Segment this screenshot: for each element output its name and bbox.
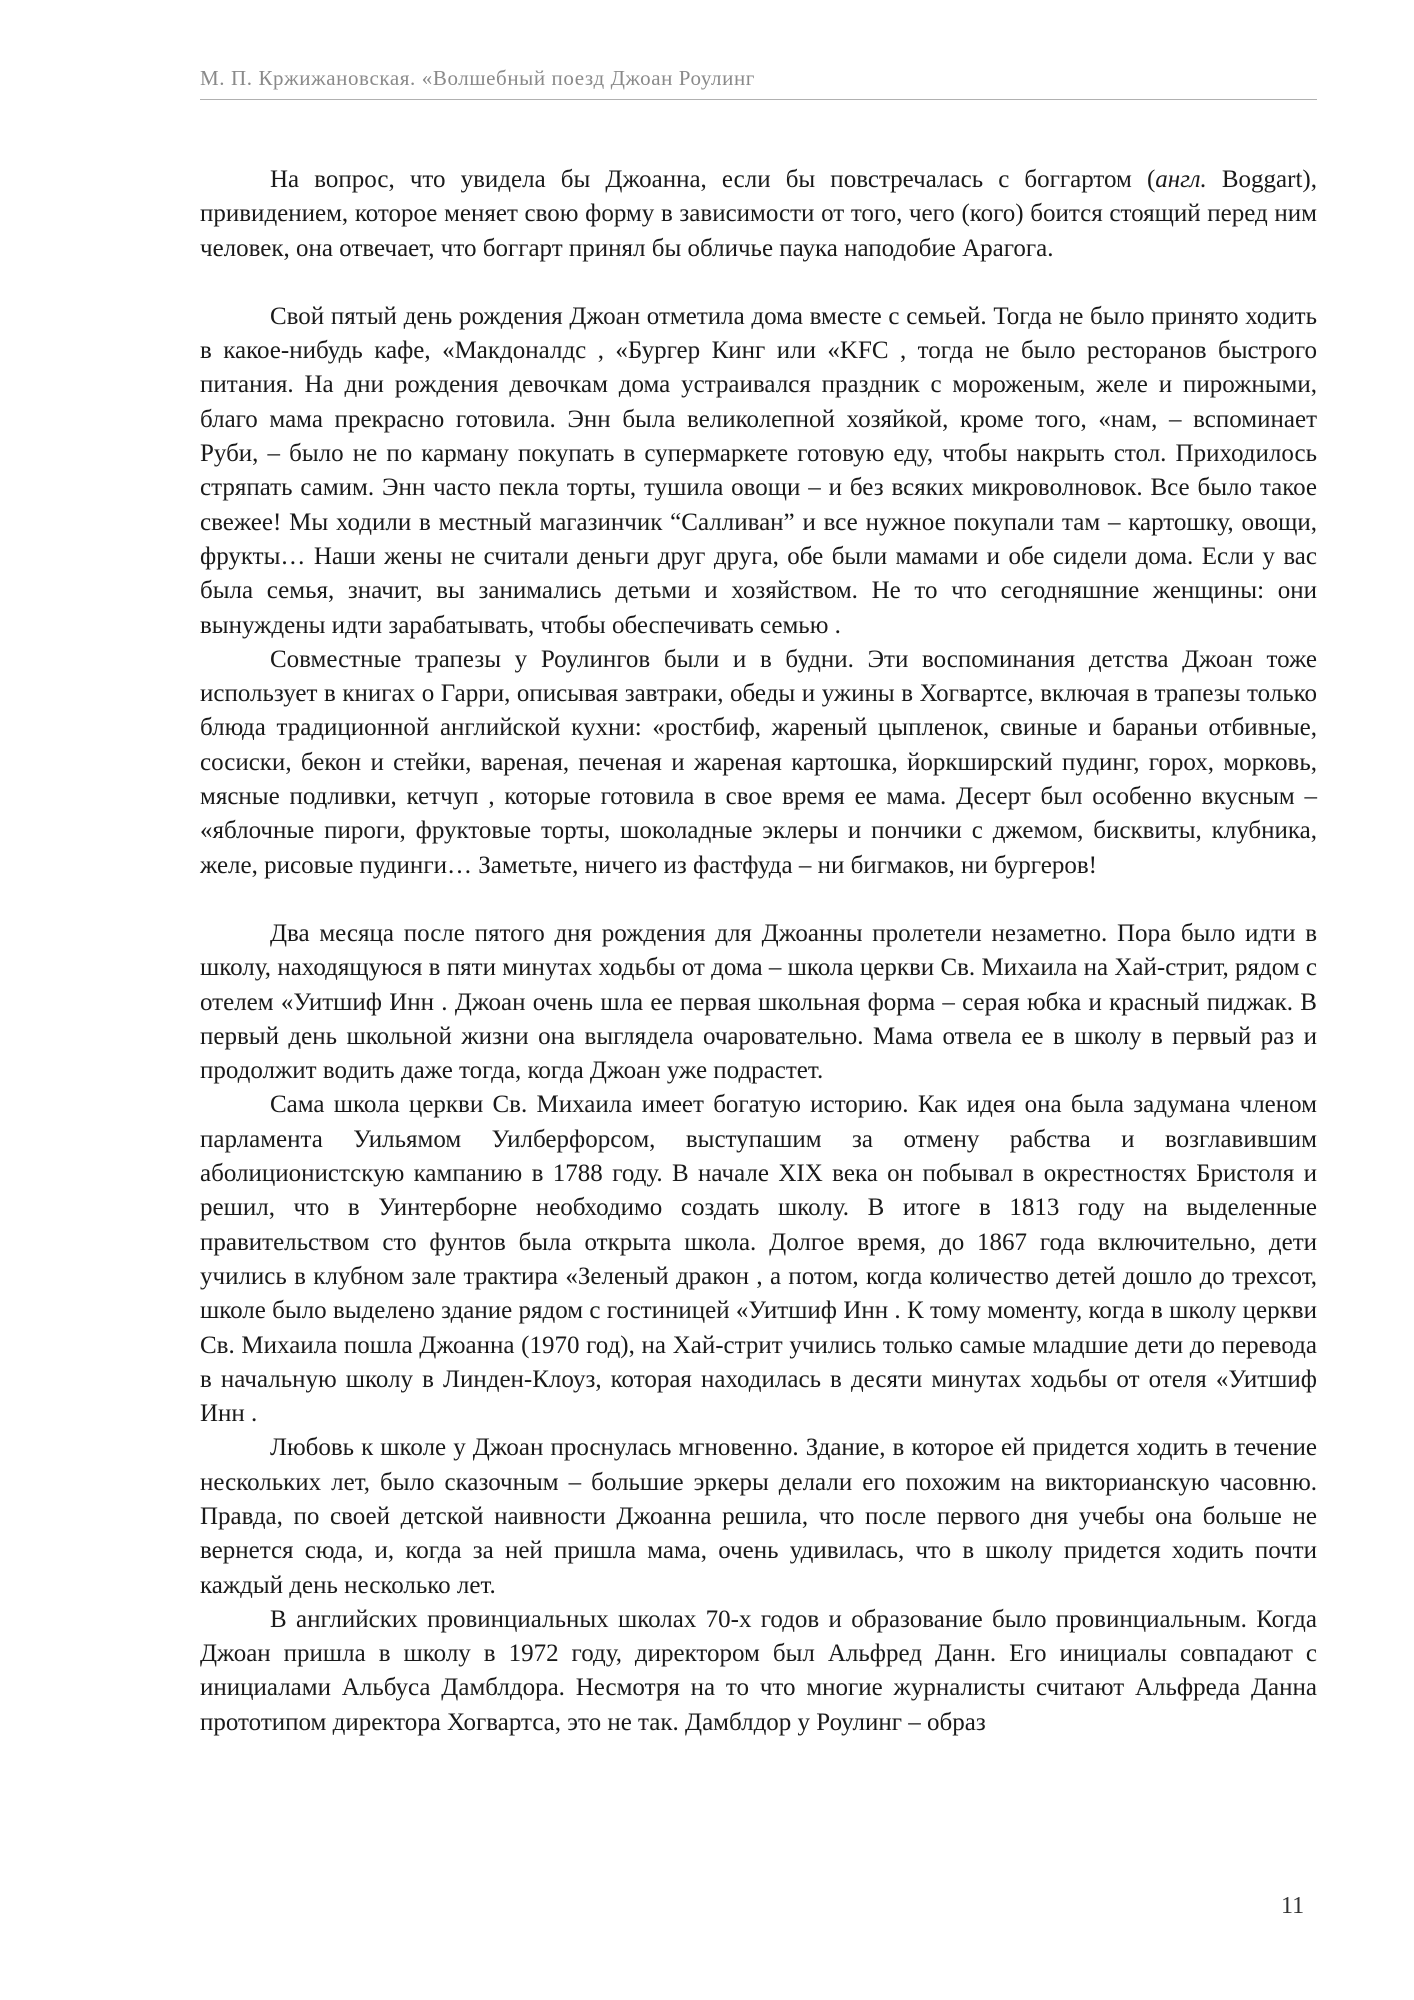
paragraph-text: На вопрос, что увидела бы Джоанна, если бы повстречалась с боггартом ( xyxy=(270,166,1156,193)
page-number: 11 xyxy=(1281,1893,1305,1919)
paragraph-provincial-schools: В английских провинциальных школах 70-х годов и образование было провинциальным. Когда Джоан пришла в школу в 1972 году, директором был Альфред Данн. Его инициалы совпадают с инициалами Альбуса Дамблдора. Несмотря на то что многие журналисты считают Альфреда Данна прототипом директора Хогвартса, это не так. Дамблдор у Роулинг – образ xyxy=(200,1605,1317,1736)
paragraph-meals: Совместные трапезы у Роулингов были и в будни. Эти воспоминания детства Джоан тоже использует в книгах о Гарри, описывая завтраки, обеды и ужины в Хогвартсе, включая в трапезы только блюда традиционной английской кухни: «ростбиф, жареный цыпленок, свиные и бараньи отбивные, сосиски, бекон и стейки, вареная, печеная и жареная картошка, йоркширский пудинг, горох, морковь, мясные подливки, кетчуп , которые готовила в свое время ее мама. Десерт был особенно вкусным – «яблочные пироги, фруктовые торты, шоколадные эклеры и пончики с джемом, бисквиты, клубника, желе, рисовые пудинги… Заметьте, ничего из фастфуда – ни бигмаков, ни бургеров! xyxy=(200,645,1317,879)
paragraph-school-history: Сама школа церкви Св. Михаила имеет богатую историю. Как идея она была задумана членом парламента Уильямом Уилберфорсом, выступашим за отмену рабства и возглавившим аболиционистскую кампанию в 1788 году. В начале XIX века он побывал в окрестностях Бристоля и решил, что в Уинтерборне необходимо создать школу. В итоге в 1813 году на выделенные правительством сто фунтов была открыта школа. Долгое время, до 1867 года включительно, дети учились в клубном зале трактира «Зеленый дракон , а потом, когда количество детей дошло до трехсот, школе было выделено здание рядом с гостиницей «Уитшиф Инн . К тому моменту, когда в школу церкви Св. Михаила пошла Джоанна (1970 год), на Хай-стрит учились только самые младшие дети до перевода в начальную школу в Линден-Клоуз, которая находилась в десяти минутах ходьбы от отеля «Уитшиф Инн . xyxy=(200,1091,1317,1428)
body-text xyxy=(200,163,1317,1740)
paragraph-birthday: Свой пятый день рождения Джоан отметила дома вместе с семьей. Тогда не было принято ходить в какое-нибудь кафе, «Макдоналдс , «Бургер Кинг или «KFC , тогда не было ресторанов быстрого питания. На дни рождения девочкам дома устраивался праздник с мороженым, желе и пирожными, благо мама прекрасно готовила. Энн была великолепной хозяйкой, кроме того, «нам, – вспоминает Руби, – было не по карману покупать в супермаркете готовую еду, чтобы накрыть стол. Приходилось стряпать самим. Энн часто пекла торты, тушила овощи – и без всяких микроволновок. Все было такое свежее! Мы ходили в местный магазинчик “Салливан” и все нужное покупали там – картошку, овощи, фрукты… Наши жены не считали деньги друг друга, обе были мамами и обе сидели дома. Если у вас была семья, значит, вы занимались детьми и хозяйством. Не то что сегодняшние женщины: они вынуждены идти зарабатывать, чтобы обеспечивать семью . xyxy=(200,302,1317,639)
header-rule xyxy=(200,99,1317,100)
paragraph-love-of-school: Любовь к школе у Джоан проснулась мгновенно. Здание, в которое ей придется ходить в течение нескольких лет, было сказочным – большие эркеры делали его похожим на викторианскую часовню. Правда, по своей детской наивности Джоанна решила, что после первого дня учебы она больше не вернется сюда, и, когда за ней пришла мама, очень удивилась, что в школу придется ходить почти каждый день несколько лет. xyxy=(200,1434,1317,1599)
paragraph-text: Boggart), привидением, которое меняет свою форму в зависимости от того, чего (кого) боится стоящий перед ним человек, она отвечает, что боггарт принял бы обличье паука наподобие Арагога. xyxy=(200,166,1317,262)
paragraph-boggart xyxy=(200,163,1317,266)
running-header: М. П. Кржижановская. «Волшебный поезд Джоан Роулинг xyxy=(200,66,756,90)
emphasis-text: англ. xyxy=(1155,166,1207,193)
paragraph-first-school: Два месяца после пятого дня рождения для Джоанны пролетели незаметно. Пора было идти в школу, находящуюся в пяти минутах ходьбы от дома – школа церкви Св. Михаила на Хай-стрит, рядом с отелем «Уитшиф Инн . Джоан очень шла ее первая школьная форма – серая юбка и красный пиджак. В первый день школьной жизни она выглядела очаровательно. Мама отвела ее в школу в первый раз и продолжит водить даже тогда, когда Джоан уже подрастет. xyxy=(200,919,1317,1085)
